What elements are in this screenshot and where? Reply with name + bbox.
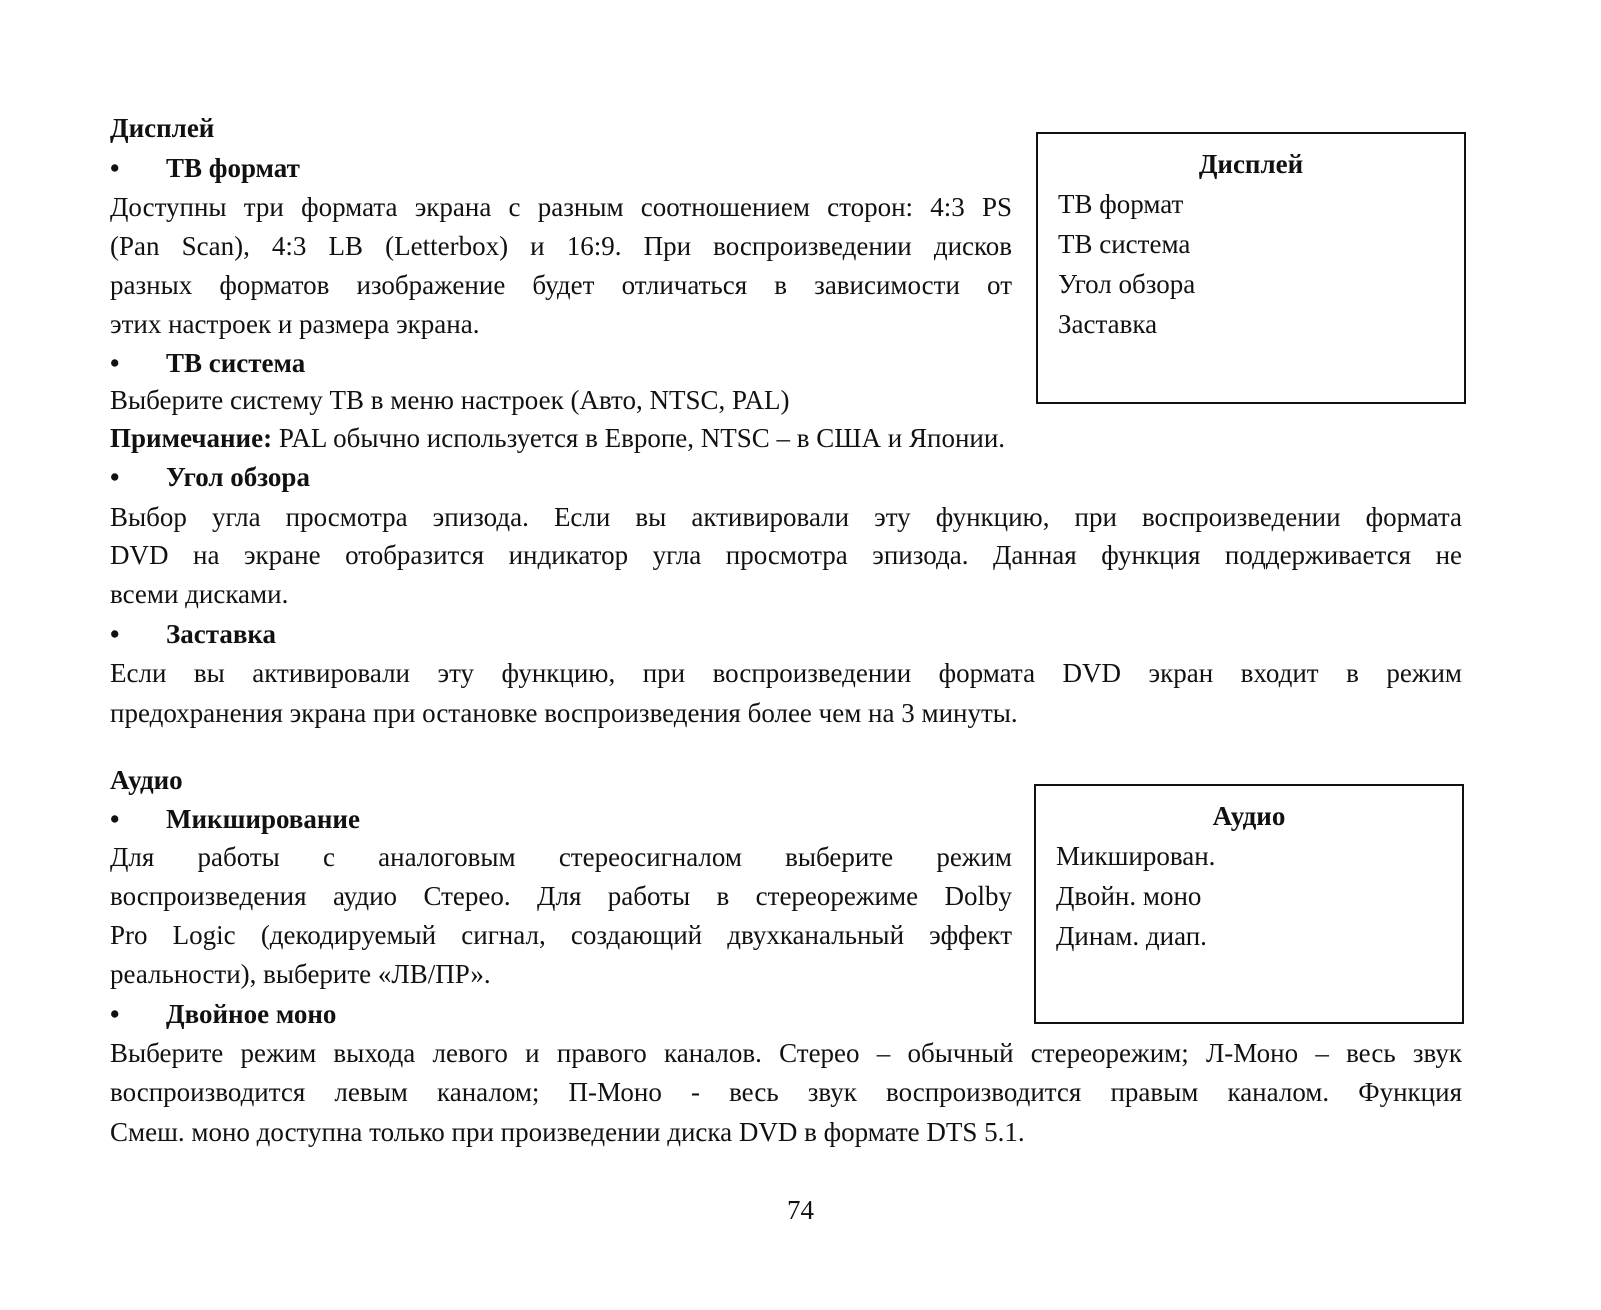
section-heading-display: Дисплей [110,113,215,143]
bullet-angle [110,457,310,497]
menu-box-item: ТВ формат [1058,189,1184,219]
paragraph-line: Pro Logic (декодируемый сигнал, создающий двухканальный эффект [110,920,1012,950]
bullet-title: Заставка [166,619,277,649]
menu-box-item: Угол обзора [1058,269,1196,299]
note-label: Примечание: [110,423,273,453]
bullet-icon: • [110,153,120,183]
paragraph-line: Доступны три формата экрана с разным соотношением сторон: 4:3 PS [110,192,1012,222]
menu-box-item: Двойн. моно [1056,881,1202,911]
bullet-title: Микширование [166,804,360,834]
menu-box-title: Дисплей [1198,149,1304,179]
paragraph-line: Смеш. моно доступна только при произведении диска DVD в формате DTS 5.1. [110,1117,1025,1147]
bullet-tv-format [110,148,300,188]
menu-box-item: Микширован. [1056,841,1216,871]
menu-box-item: Заставка [1058,309,1158,339]
bullet-icon: • [110,619,120,649]
paragraph-line: всеми дисками. [110,579,289,609]
bullet-dual-mono [110,994,336,1034]
menu-box-item: ТВ система [1058,229,1191,259]
paragraph-line: воспроизводится левым каналом; П-Моно - весь звук воспроизводится правым каналом. Функция [110,1077,1462,1107]
paragraph-line: воспроизведения аудио Стерео. Для работы в стереорежиме Dolby [110,881,1012,911]
paragraph-line: DVD на экране отобразится индикатор угла просмотра эпизода. Данная функция поддерживается не [110,540,1462,570]
bullet-downmix [110,799,360,839]
bullet-title: ТВ система [166,348,306,378]
bullet-tv-system [110,343,305,383]
note-line [110,418,1005,458]
audio-menu-box [1034,784,1464,1024]
bullet-title: ТВ формат [166,153,300,183]
paragraph-line: предохранения экрана при остановке воспроизведения более чем на 3 минуты. [110,698,1018,728]
page-number: 74 [787,1195,814,1225]
paragraph-line: Выберите режим выхода левого и правого каналов. Стерео – обычный стереорежим; Л-Моно – весь звук [110,1038,1462,1068]
paragraph-line: Для работы с аналоговым стереосигналом выберите режим [110,842,1012,872]
paragraph-line: Выбор угла просмотра эпизода. Если вы активировали эту функцию, при воспроизведении формата [110,502,1462,532]
display-menu-box [1036,132,1466,404]
bullet-icon: • [110,348,120,378]
bullet-icon: • [110,462,120,492]
paragraph-line: Выберите систему ТВ в меню настроек (Авто, NTSC, PAL) [110,385,790,415]
bullet-title: Угол обзора [166,462,310,492]
menu-box-item: Динам. диап. [1056,921,1207,951]
paragraph-line: этих настроек и размера экрана. [110,309,480,339]
paragraph-line: реальности), выберите «ЛВ/ПР». [110,959,491,989]
paragraph-line: разных форматов изображение будет отличаться в зависимости от [110,270,1012,300]
bullet-icon: • [110,999,120,1029]
bullet-title: Двойное моно [166,999,337,1029]
section-heading-audio: Аудио [110,765,183,795]
paragraph-line: (Pan Scan), 4:3 LB (Letterbox) и 16:9. При воспроизведении дисков [110,231,1012,261]
menu-box-title: Аудио [1212,801,1286,831]
note-text: PAL обычно используется в Европе, NTSC – в США и Японии. [272,423,1006,453]
paragraph-line: Если вы активировали эту функцию, при воспроизведении формата DVD экран входит в режим [110,658,1462,688]
bullet-screensaver [110,614,276,654]
bullet-icon: • [110,804,120,834]
